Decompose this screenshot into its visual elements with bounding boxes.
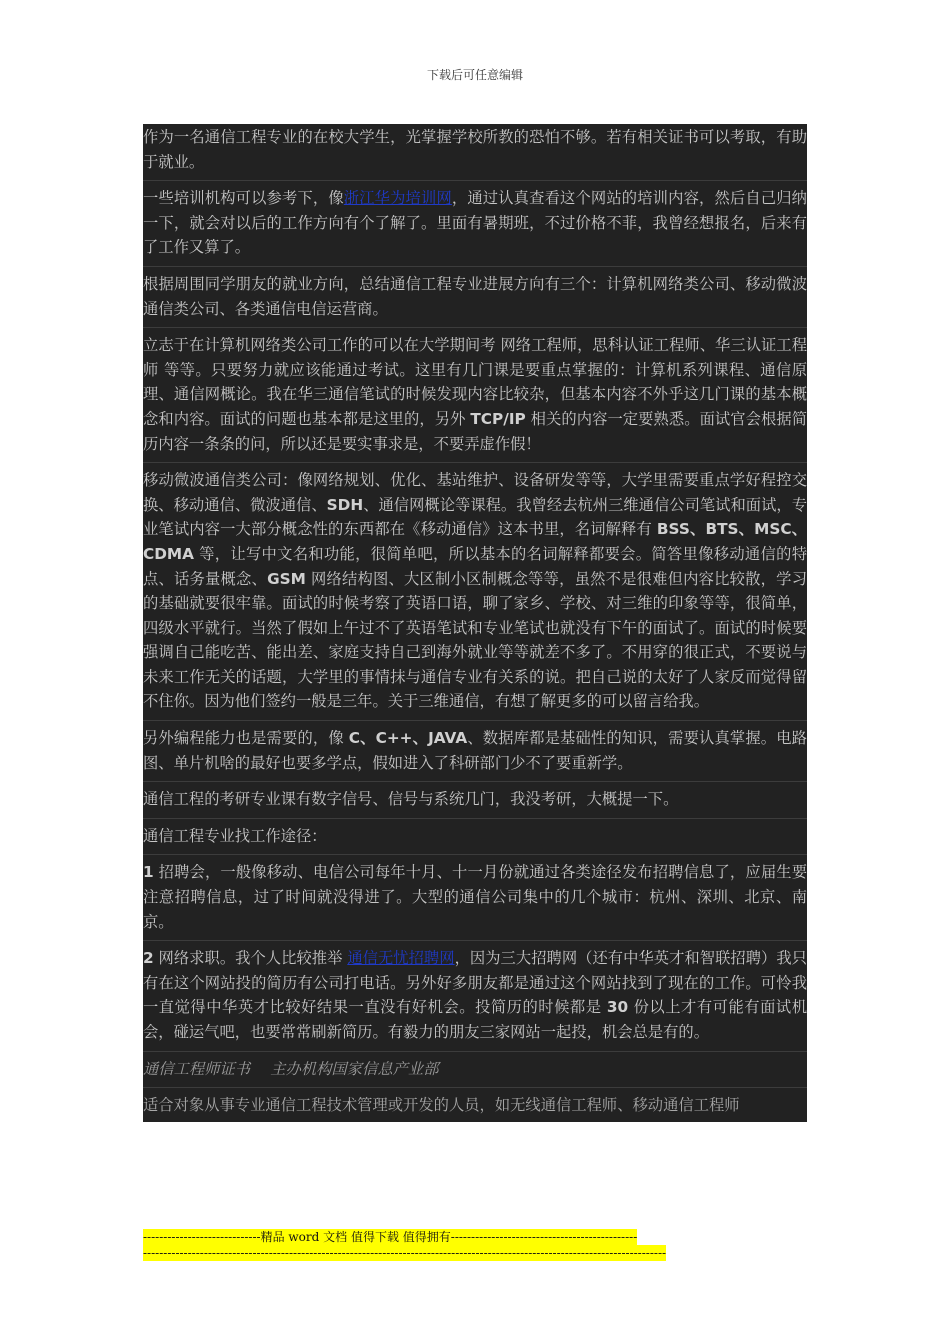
job-site-link[interactable]: 通信无忧招聘网 — [347, 949, 455, 968]
paragraph-directions: 根据周围同学朋友的就业方向，总结通信工程专业进展方向有三个：计算机网络类公司、移动微波通信类公司、各类通信电信运营商。 — [143, 271, 807, 328]
page-footer — [143, 1229, 666, 1261]
paragraph-training: 一些培训机构可以参考下，像浙江华为培训网，通过认真查看这个网站的培训内容，然后自己归纳一下，就会对以后的工作方向有个了解了。里面有暑期班，不过价格不菲，我曾经想报名，后来有了工作又算了。 — [143, 185, 807, 267]
footer-divider: --------------------------------------------------------------------------------------------------------------------------------- — [143, 1246, 667, 1260]
paragraph-postgraduate: 通信工程的考研专业课有数字信号、信号与系统几门，我没考研，大概提一下。 — [143, 786, 807, 819]
paragraph-job-paths-heading: 通信工程专业找工作途径： — [143, 823, 807, 856]
training-site-link[interactable]: 浙江华为培训网 — [343, 189, 452, 208]
footer-banner: -----------------------------精品 word 文档 值得下载 值得拥有---------------------------------------------- — [143, 1230, 638, 1244]
document-body — [143, 124, 807, 1122]
paragraph-mobile-companies: 移动微波通信类公司：像网络规划、优化、基站维护、设备研发等等，大学里需要重点学好程控交换、移动通信、微波通信、SDH、通信网概论等课程。我曾经去杭州三维通信公司笔试和面试，专业笔试内容一大部分概念性的东西都在《移动通信》这本书里，名词解释有 BSS、BTS、MSC、CDMA 等，让写中文名和功能，很简单吧，所以基本的名词解释都要会。简答里像移动通信的特点、话务量概念、GSM 网络结构图、大区制小区制概念等等，虽然不是很难但内容比较散，学习的基础就要很牢靠。面试的时候考察了英语口语，聊了家乡、学校、对三维的印象等等，很简单，四级水平就行。当然了假如上午过不了英语笔试和专业笔试也就没有下午的面试了。面试的时候要强调自己能吃苦、能出差、家庭支持自己到海外就业等等就差不多了。不用穿的很正式，不要说与未来工作无关的话题，大学里的事情抹与通信专业有关系的说。把自己说的太好了人家反而觉得留不住你。因为他们签约一般是三年。关于三维通信，有想了解更多的可以留言给我。 — [143, 467, 807, 721]
paragraph-job-fair: 1 招聘会，一般像移动、电信公司每年十月、十一月份就通过各类途径发布招聘信息了，应届生要注意招聘信息，过了时间就没得进了。大型的通信公司集中的几个城市：杭州、深圳、北京、南京。 — [143, 859, 807, 941]
paragraph-intro: 作为一名通信工程专业的在校大学生，光掌握学校所教的恐怕不够。若有相关证书可以考取，有助于就业。 — [143, 124, 807, 181]
paragraph-online-job: 2 网络求职。我个人比较推举 通信无忧招聘网，因为三大招聘网（还有中华英才和智联招聘）我只有在这个网站投的简历有公司打电话。另外好多朋友都是通过这个网站找到了现在的工作。可怜我一直觉得中华英才比较好结果一直没有好机会。投简历的时候都是 30 份以上才有可能有面试机会，碰运气吧，也要常常刷新简历。有毅力的朋友三家网站一起投，机会总是有的。 — [143, 945, 807, 1051]
paragraph-programming: 另外编程能力也是需要的，像 C、C++、JAVA、数据库都是基础性的知识，需要认真掌握。电路图、单片机啥的最好也要多学点，假如进入了科研部门少不了要重新学。 — [143, 725, 807, 782]
paragraph-certificate: 通信工程师证书 主办机构国家信息产业部 — [143, 1056, 807, 1089]
page-header: 下载后可任意编辑 — [426, 68, 523, 82]
paragraph-network-companies: 立志于在计算机网络类公司工作的可以在大学期间考 网络工程师，思科认证工程师、华三认证工程师 等等。只要努力就应该能通过考试。这里有几门课是要重点掌握的：计算机系列课程、通信原理、通信网概论。我在华三通信笔试的时候发现内容比较杂，但基本内容不外乎这几门课的基本概念和内容。面试的问题也基本都是这里的，另外 TCP/IP 相关的内容一定要熟悉。面试官会根据简历内容一条条的问，所以还是要实事求是，不要弄虚作假！ — [143, 332, 807, 463]
paragraph-target-audience: 适合对象从事专业通信工程技术管理或开发的人员，如无线通信工程师、移动通信工程师 — [143, 1096, 740, 1115]
